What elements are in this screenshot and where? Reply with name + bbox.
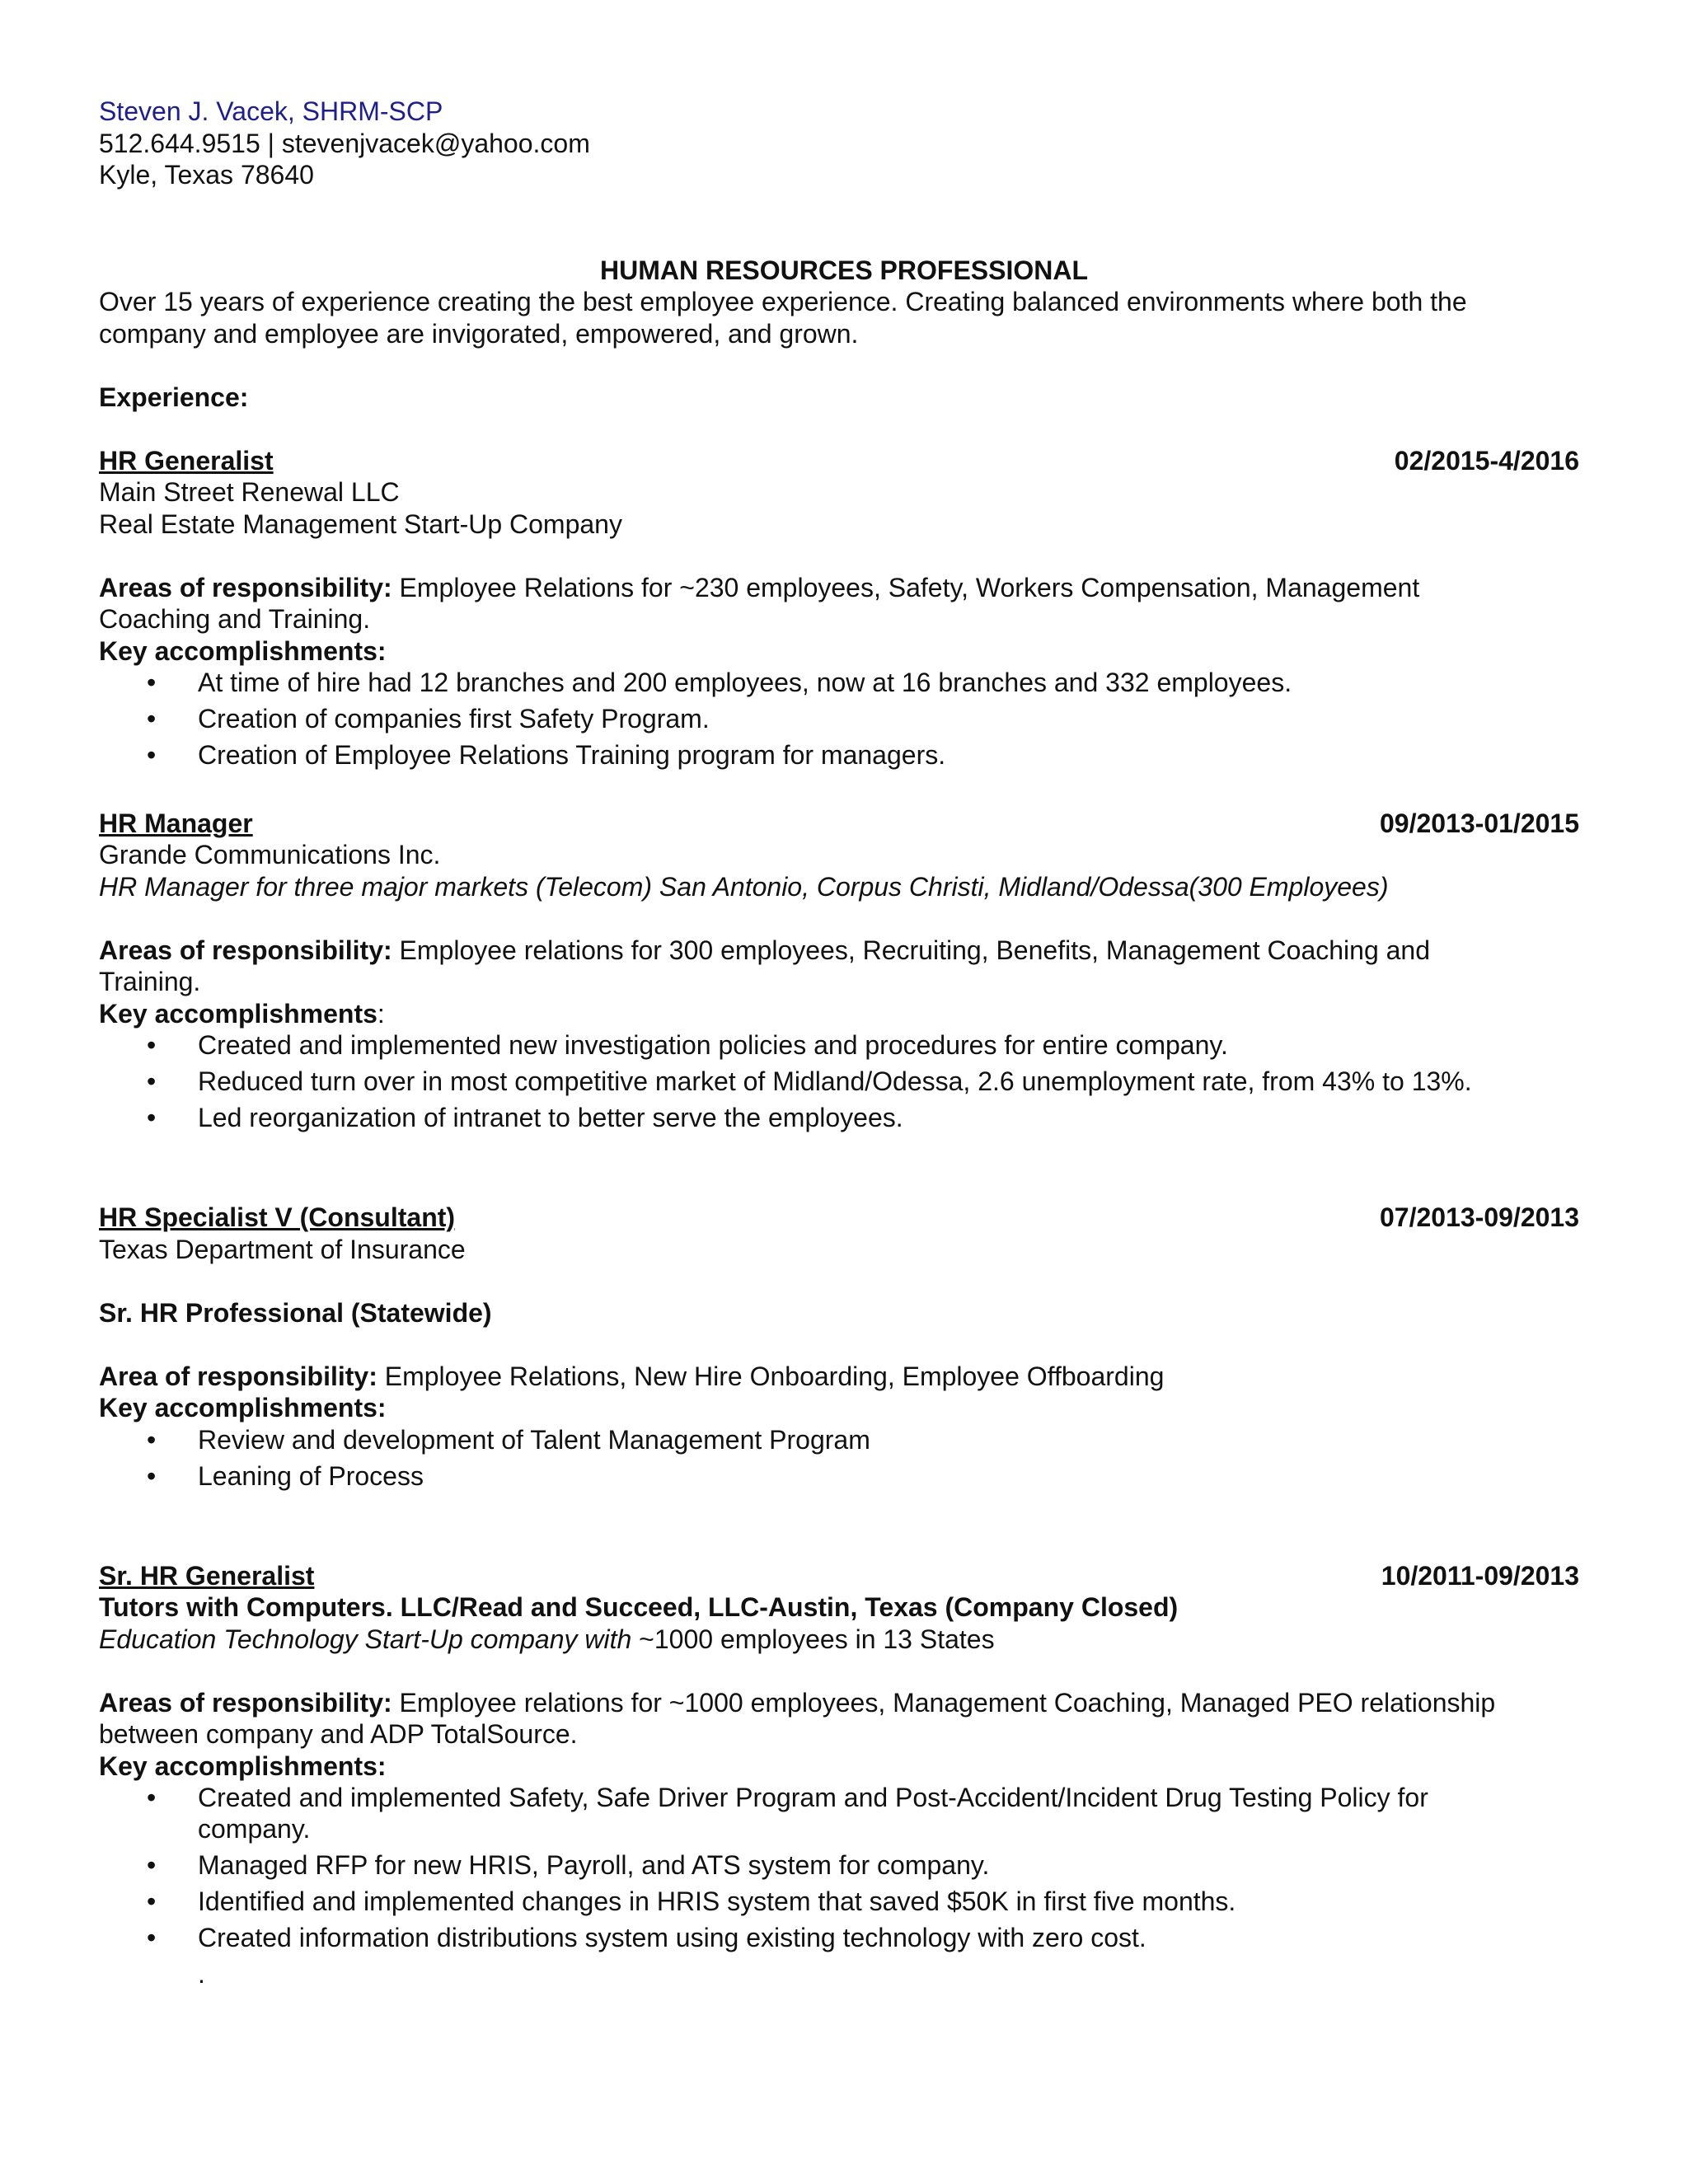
list-item: • Led reorganization of intranet to better serve the employees. [147, 1103, 903, 1132]
bullet-icon: • [147, 1030, 157, 1060]
accomplishments-label: Key accomplishments: [99, 635, 387, 666]
job-description: HR Manager for three major markets (Telecom) San Antonio, Corpus Christi, Midland/Odessa(300 Employees) [99, 871, 1389, 902]
list-item: • Identified and implemented changes in HRIS system that saved $50K in first five months. [147, 1886, 1236, 1916]
job-dates: 07/2013-09/2013 [1380, 1202, 1579, 1232]
accomplishments-list [99, 667, 1582, 771]
bullet-icon: • [147, 1923, 157, 1952]
location-line: Kyle, Texas 78640 [99, 160, 314, 190]
accomplishments-label: Key accomplishments [99, 998, 377, 1029]
responsibility-line: Employee relations for 300 employees, Recruiting, Benefits, Management Coaching and [392, 935, 1431, 965]
list-item: • Leaning of Process [147, 1460, 424, 1491]
responsibility-text [99, 1361, 1582, 1393]
bullet-icon: • [147, 1103, 157, 1132]
list-item: • At time of hire had 12 branches and 200 employees, now at 16 branches and 332 employees. [147, 668, 1292, 697]
responsibility-text [99, 572, 1582, 604]
bullet-icon: • [147, 668, 157, 697]
responsibility-text [99, 1687, 1582, 1719]
job-role: HR Generalist [99, 445, 274, 476]
bullet-icon: • [147, 740, 157, 770]
responsibility-label: Areas of responsibility: [99, 1687, 392, 1718]
job-description: Real Estate Management Start-Up Company [99, 509, 622, 539]
responsibility-label: Area of responsibility: [99, 1361, 377, 1391]
contact-line: 512.644.9515 | stevenjvacek@yahoo.com [99, 128, 590, 158]
bullet-icon: • [147, 1066, 157, 1096]
responsibility-line: Employee Relations for ~230 employees, Safety, Workers Compensation, Management [392, 572, 1420, 602]
list-item: • Reduced turn over in most competitive market of Midland/Odessa, 2.6 unemployment rate, from 43% to 13%. [147, 1066, 1472, 1096]
trailing-period: . [198, 1959, 205, 1989]
accomplishments-list [99, 1424, 1582, 1492]
job-dates: 09/2013-01/2015 [1380, 808, 1579, 838]
list-item: • Created and implemented new investigation policies and procedures for entire company. [147, 1030, 1228, 1060]
summary-line-2: company and employee are invigorated, empowered, and grown. [99, 318, 859, 349]
bullet-icon: • [147, 1460, 157, 1491]
job-role: Sr. HR Generalist [99, 1560, 315, 1591]
bullet-icon: • [147, 1424, 157, 1455]
responsibility-line: Employee relations for ~1000 employees, Management Coaching, Managed PEO relationship [392, 1687, 1496, 1718]
responsibility-line-2: Coaching and Training. [99, 604, 371, 634]
job-role: HR Specialist V (Consultant) [99, 1202, 456, 1232]
job-subrole: Sr. HR Professional (Statewide) [99, 1297, 492, 1328]
accomplishments-list [99, 1782, 1582, 1953]
job-company: Texas Department of Insurance [99, 1234, 466, 1264]
list-item: • Creation of Employee Relations Training program for managers. [147, 740, 946, 770]
list-item: • Created information distributions system using existing technology with zero cost. [147, 1923, 1146, 1952]
resume-page [99, 96, 1582, 1990]
bullet-icon: • [147, 1850, 157, 1880]
candidate-name: Steven J. Vacek, SHRM-SCP [99, 96, 443, 126]
job-company: Tutors with Computers. LLC/Read and Succeed, LLC-Austin, Texas (Company Closed) [99, 1592, 1179, 1622]
job-company: Main Street Renewal LLC [99, 477, 400, 507]
summary-line-1: Over 15 years of experience creating the best employee experience. Creating balanced environments where both the [99, 287, 1467, 316]
bullet-icon: • [147, 704, 157, 733]
bullet-icon: • [147, 1886, 157, 1916]
job-entry [99, 1560, 1582, 1990]
job-role: HR Manager [99, 808, 253, 838]
responsibility-line: Employee Relations, New Hire Onboarding, Employee Offboarding [377, 1361, 1165, 1391]
job-description: Education Technology Start-Up company with ~1000 employees in 13 States [99, 1624, 995, 1654]
responsibility-label: Areas of responsibility: [99, 572, 392, 602]
accomplishments-label: Key accomplishments: [99, 1393, 387, 1422]
list-item: • Managed RFP for new HRIS, Payroll, and ATS system for company. [147, 1850, 990, 1880]
accomplishments-label: Key accomplishments: [99, 1750, 387, 1781]
job-dates: 10/2011-09/2013 [1381, 1560, 1579, 1591]
experience-heading: Experience: [99, 382, 249, 412]
responsibility-label: Areas of responsibility: [99, 935, 392, 965]
accomplishments-list [99, 1029, 1582, 1133]
job-entry [99, 445, 1582, 771]
responsibility-line-2: Training. [99, 967, 201, 996]
job-entry: HR Manager 09/2013-01/2015 Grande Communications Inc. HR Manager for three major markets (Telecom) San Antonio, Corpus Christi, Midland/Odessa(300 Employees) Areas of responsibility: Employee relations for 300 employees, Recruiting, Benefits, Management Coaching and Training. Key accomplishments: • Created and implemented new investigation policies and procedures for entire company. • Reduced turn over in most competitive market of Midland/Odessa, 2.6 unemployment rate, from 43% to 13%. • Led reorganization of intranet to better serve the employees. [99, 808, 1582, 1134]
bullet-icon: • [147, 1783, 157, 1812]
list-item: • Review and development of Talent Management Program [147, 1424, 870, 1455]
list-item: • Creation of companies first Safety Program. [147, 704, 710, 733]
list-item: • Created and implemented Safety, Safe Driver Program and Post-Accident/Incident Drug Testing Policy for company. [147, 1783, 1428, 1844]
responsibility-line-2: between company and ADP TotalSource. [99, 1719, 578, 1749]
professional-title: HUMAN RESOURCES PROFESSIONAL [599, 255, 1089, 285]
job-company: Grande Communications Inc. [99, 840, 441, 869]
job-dates: 02/2015-4/2016 [1394, 445, 1579, 476]
job-entry [99, 1202, 1582, 1492]
responsibility-text [99, 935, 1582, 967]
